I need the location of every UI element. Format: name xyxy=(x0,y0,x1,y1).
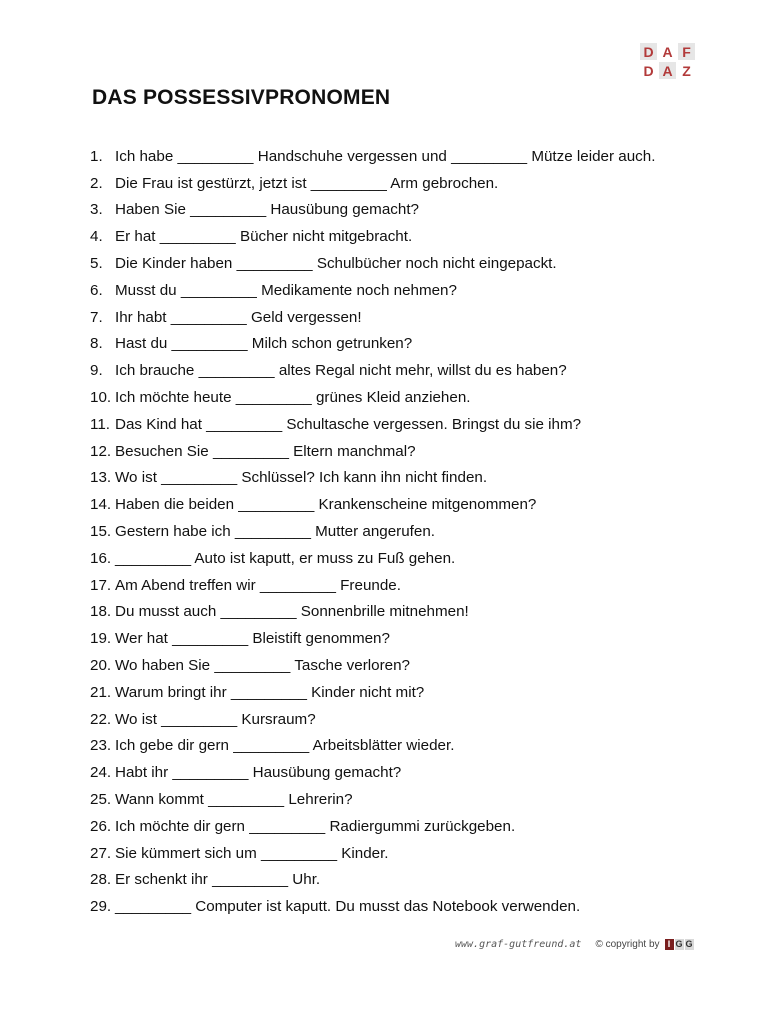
exercise-item xyxy=(90,491,730,518)
exercise-sentence: Wann kommt _________ Lehrerin? xyxy=(115,791,353,809)
exercise-item xyxy=(90,652,730,679)
exercise-sentence: Wo ist _________ Kursraum? xyxy=(115,710,316,728)
exercise-number: 19. xyxy=(90,630,112,648)
exercise-sentence: Am Abend treffen wir _________ Freunde. xyxy=(115,576,401,594)
logo-letter: A xyxy=(659,62,676,79)
page-title: DAS POSSESSIVPRONOMEN xyxy=(92,86,391,109)
exercise-number: 27. xyxy=(90,844,112,862)
logo-letter: F xyxy=(678,43,695,60)
exercise-number: 29. xyxy=(90,898,112,916)
exercise-sentence: Das Kind hat _________ Schultasche vergessen. Bringst du sie ihm? xyxy=(115,415,582,433)
exercise-number: 14. xyxy=(90,496,112,514)
exercise-item xyxy=(90,733,730,760)
exercise-sentence: Wer hat _________ Bleistift genommen? xyxy=(115,630,390,648)
exercise-sentence: _________ Computer ist kaputt. Du musst das Notebook verwenden. xyxy=(115,898,581,916)
exercise-number: 1. xyxy=(90,147,103,165)
exercise-item xyxy=(90,679,730,706)
exercise-item xyxy=(90,384,730,411)
exercise-item xyxy=(90,250,730,277)
footer xyxy=(455,939,694,950)
exercise-item xyxy=(90,893,730,920)
exercise-sentence: Ihr habt _________ Geld vergessen! xyxy=(115,308,362,326)
exercise-sentence: Die Kinder haben _________ Schulbücher noch nicht eingepackt. xyxy=(115,255,557,273)
exercise-number: 7. xyxy=(90,308,103,326)
exercise-number: 18. xyxy=(90,603,112,621)
exercise-number: 11. xyxy=(90,415,110,433)
exercise-sentence: Haben Sie _________ Hausübung gemacht? xyxy=(115,201,419,219)
exercise-item xyxy=(90,840,730,867)
exercise-number: 13. xyxy=(90,469,112,487)
exercise-sentence: Wo haben Sie _________ Tasche verloren? xyxy=(115,657,410,675)
exercise-number: 23. xyxy=(90,737,112,755)
exercise-sentence: Die Frau ist gestürzt, jetzt ist _________ Arm gebrochen. xyxy=(115,174,499,192)
exercise-number: 24. xyxy=(90,764,112,782)
exercise-item xyxy=(90,411,730,438)
exercise-number: 25. xyxy=(90,791,112,809)
exercise-number: 6. xyxy=(90,281,103,299)
logo-letter: Z xyxy=(678,62,695,79)
exercise-sentence: Ich brauche _________ altes Regal nicht mehr, willst du es haben? xyxy=(115,362,567,380)
exercise-item xyxy=(90,518,730,545)
website-link[interactable]: www.graf-gutfreund.at xyxy=(455,939,582,950)
igg-letter: G xyxy=(675,939,683,949)
exercise-item xyxy=(90,867,730,894)
exercise-sentence: Ich gebe dir gern _________ Arbeitsblätter wieder. xyxy=(115,737,455,755)
exercise-sentence: Gestern habe ich _________ Mutter angerufen. xyxy=(115,523,436,541)
exercise-item xyxy=(90,706,730,733)
exercise-sentence: Er hat _________ Bücher nicht mitgebracht. xyxy=(115,228,413,246)
exercise-item xyxy=(90,170,730,197)
exercise-number: 3. xyxy=(90,201,103,219)
exercise-sentence: Habt ihr _________ Hausübung gemacht? xyxy=(115,764,402,782)
exercise-list xyxy=(90,143,730,920)
daf-daz-logo xyxy=(640,43,695,79)
exercise-number: 21. xyxy=(90,683,112,701)
exercise-sentence: Wo ist _________ Schlüssel? Ich kann ihn nicht finden. xyxy=(115,469,488,487)
exercise-item xyxy=(90,545,730,572)
exercise-sentence: Ich möchte dir gern _________ Radiergummi zurückgeben. xyxy=(115,817,516,835)
exercise-item xyxy=(90,438,730,465)
exercise-item xyxy=(90,599,730,626)
exercise-item xyxy=(90,759,730,786)
exercise-sentence: Ich möchte heute _________ grünes Kleid anziehen. xyxy=(115,389,471,407)
exercise-item xyxy=(90,197,730,224)
exercise-item xyxy=(90,143,730,170)
exercise-number: 28. xyxy=(90,871,112,889)
exercise-item xyxy=(90,304,730,331)
exercise-number: 5. xyxy=(90,255,103,273)
exercise-sentence: Du musst auch _________ Sonnenbrille mitnehmen! xyxy=(115,603,469,621)
exercise-item xyxy=(90,331,730,358)
exercise-sentence: Besuchen Sie _________ Eltern manchmal? xyxy=(115,442,416,460)
exercise-sentence: _________ Auto ist kaputt, er muss zu Fuß gehen. xyxy=(115,549,456,567)
exercise-number: 16. xyxy=(90,549,112,567)
exercise-number: 20. xyxy=(90,657,112,675)
exercise-number: 12. xyxy=(90,442,112,460)
logo-letter: A xyxy=(659,43,676,60)
exercise-number: 4. xyxy=(90,228,103,246)
igg-letter: I xyxy=(665,939,674,950)
exercise-item xyxy=(90,572,730,599)
exercise-number: 10. xyxy=(90,389,112,407)
exercise-sentence: Er schenkt ihr _________ Uhr. xyxy=(115,871,321,889)
exercise-item xyxy=(90,357,730,384)
igg-letter: G xyxy=(685,939,693,949)
igg-logo xyxy=(665,939,694,950)
exercise-item xyxy=(90,277,730,304)
exercise-item xyxy=(90,625,730,652)
exercise-number: 8. xyxy=(90,335,103,353)
exercise-sentence: Ich habe _________ Handschuhe vergessen und _________ Mütze leider auch. xyxy=(115,147,656,165)
exercise-sentence: Warum bringt ihr _________ Kinder nicht mit? xyxy=(115,683,425,701)
exercise-number: 26. xyxy=(90,817,112,835)
exercise-number: 22. xyxy=(90,710,112,728)
logo-letter: D xyxy=(640,62,657,79)
exercise-item xyxy=(90,465,730,492)
exercise-number: 2. xyxy=(90,174,103,192)
exercise-item xyxy=(90,813,730,840)
copyright-notice xyxy=(595,939,693,950)
exercise-number: 9. xyxy=(90,362,103,380)
exercise-item xyxy=(90,786,730,813)
exercise-number: 17. xyxy=(90,576,112,594)
exercise-sentence: Hast du _________ Milch schon getrunken? xyxy=(115,335,413,353)
exercise-sentence: Musst du _________ Medikamente noch nehmen? xyxy=(115,281,457,299)
logo-letter: D xyxy=(640,43,657,60)
exercise-sentence: Haben die beiden _________ Krankenscheine mitgenommen? xyxy=(115,496,537,514)
exercise-number: 15. xyxy=(90,523,112,541)
copyright-text: © copyright by xyxy=(595,939,660,950)
exercise-sentence: Sie kümmert sich um _________ Kinder. xyxy=(115,844,389,862)
exercise-item xyxy=(90,223,730,250)
